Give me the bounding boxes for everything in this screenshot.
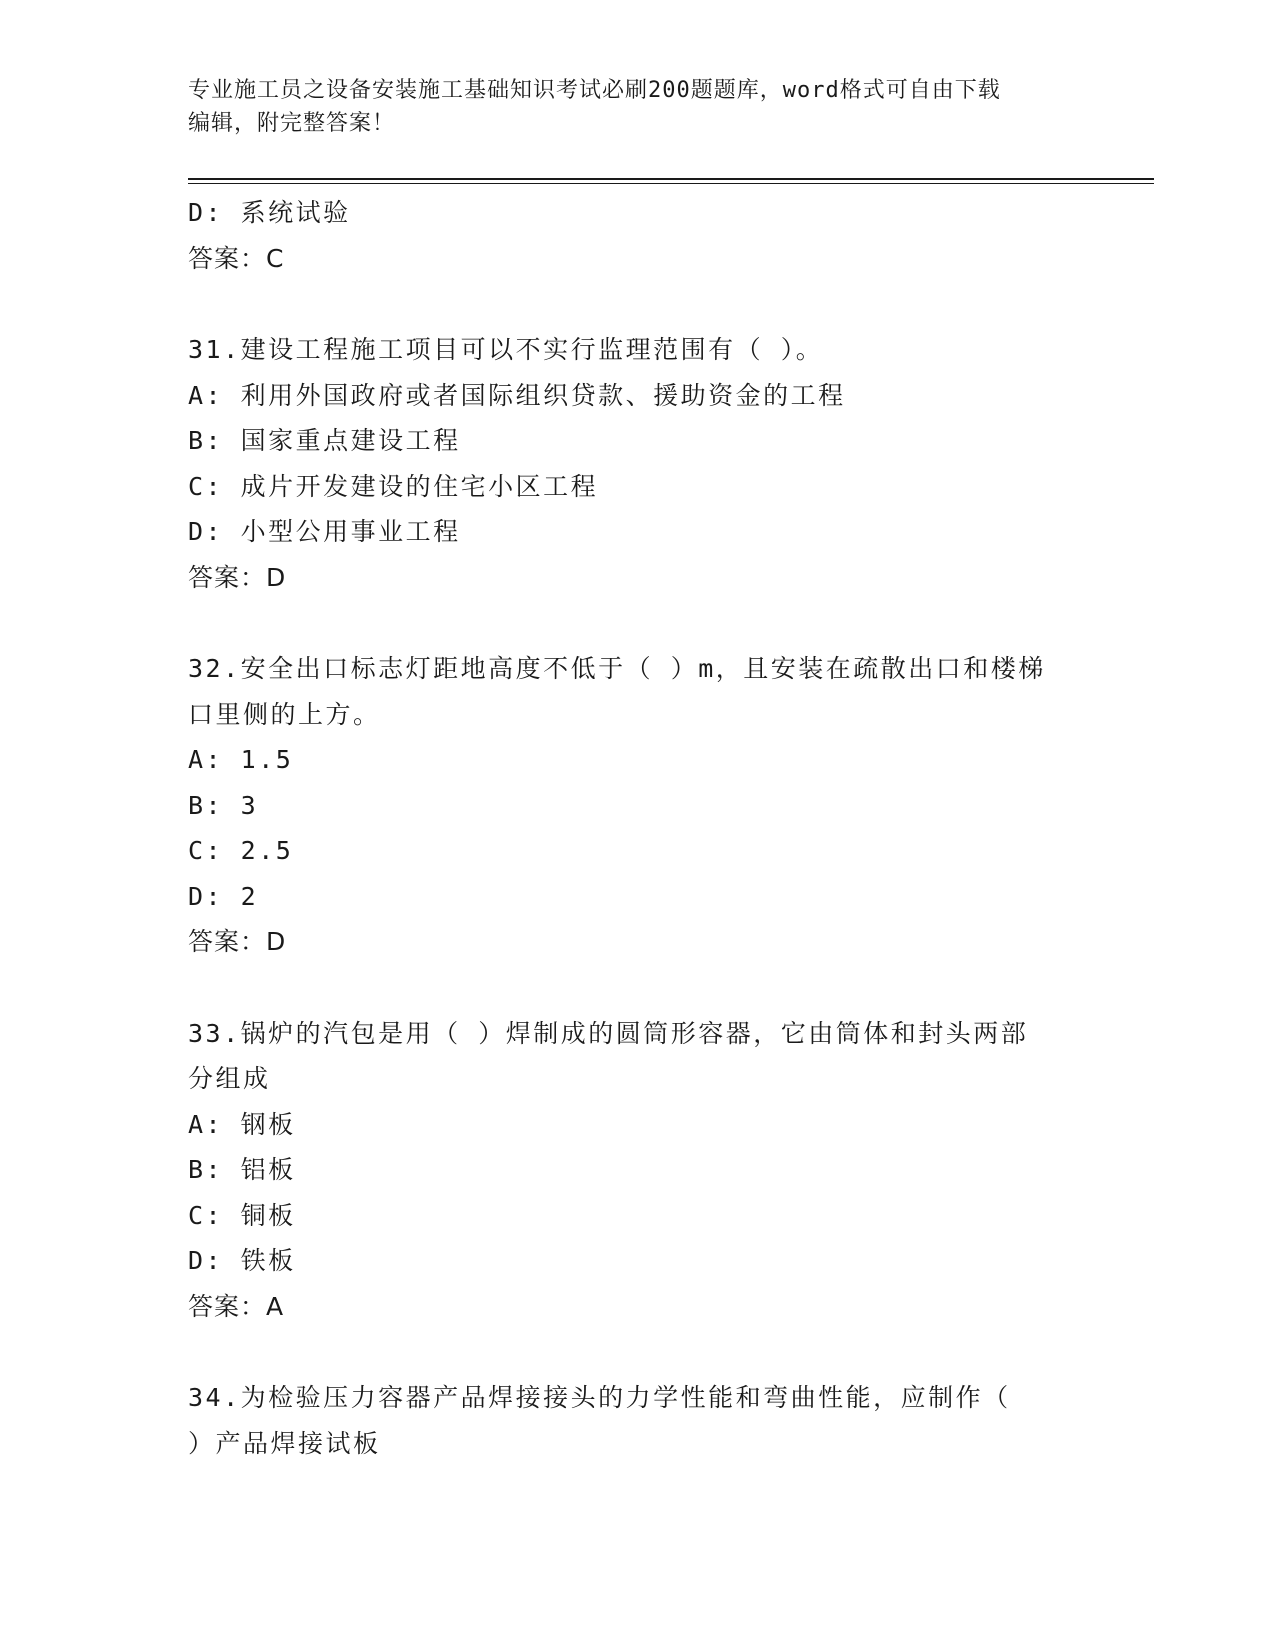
option-c: C: 铜板 bbox=[188, 1200, 296, 1230]
question-32 bbox=[188, 646, 1088, 965]
option-c: C: 2.5 bbox=[188, 836, 294, 865]
spacer bbox=[188, 1329, 1088, 1375]
question-33 bbox=[188, 1011, 1088, 1330]
question-text: 32.安全出口标志灯距地高度不低于（ ）m，且安装在疏散出口和楼梯 bbox=[188, 654, 1046, 683]
answer: 答案：A bbox=[188, 1291, 285, 1321]
option-d: D: 2 bbox=[188, 881, 259, 911]
question-34 bbox=[188, 1375, 1088, 1466]
question-text-cont: ）产品焊接试板 bbox=[188, 1428, 381, 1458]
answer: 答案：D bbox=[188, 927, 287, 956]
header-line-1: 专业施工员之设备安装施工基础知识考试必刷200题题库，word格式可自由下载 bbox=[188, 78, 1001, 103]
spacer bbox=[188, 281, 1088, 327]
spacer bbox=[188, 965, 1088, 1011]
header-rule-thin bbox=[188, 183, 1154, 184]
question-text-cont: 口里侧的上方。 bbox=[188, 699, 381, 729]
option-a: A: 利用外国政府或者国际组织贷款、援助资金的工程 bbox=[188, 380, 846, 410]
option-d: D: 铁板 bbox=[188, 1246, 296, 1275]
question-31 bbox=[188, 327, 1088, 600]
option-b: B: 3 bbox=[188, 790, 259, 820]
spacer bbox=[188, 600, 1088, 646]
question-text: 33.锅炉的汽包是用（ ）焊制成的圆筒形容器，它由筒体和封头两部 bbox=[188, 1018, 1029, 1048]
document-body bbox=[188, 190, 1088, 1466]
option-c: C: 成片开发建设的住宅小区工程 bbox=[188, 471, 599, 501]
header-line-2: 编辑，附完整答案！ bbox=[188, 111, 396, 136]
option-a: A: 1.5 bbox=[188, 745, 294, 774]
option-a: A: 钢板 bbox=[188, 1109, 296, 1139]
document-header bbox=[188, 74, 1088, 140]
option-b: B: 国家重点建设工程 bbox=[188, 426, 461, 455]
option-d: D: 小型公用事业工程 bbox=[188, 517, 461, 546]
answer: 答案：C bbox=[188, 243, 285, 273]
question-text: 31.建设工程施工项目可以不实行监理范围有（ ）。 bbox=[188, 335, 824, 364]
header-rule-thick bbox=[188, 178, 1154, 180]
question-text-cont: 分组成 bbox=[188, 1064, 271, 1093]
option-d: D: 系统试验 bbox=[188, 198, 351, 227]
answer: 答案：D bbox=[188, 562, 287, 592]
question-text: 34.为检验压力容器产品焊接接头的力学性能和弯曲性能，应制作（ bbox=[188, 1383, 1011, 1412]
option-b: B: 铝板 bbox=[188, 1155, 296, 1184]
